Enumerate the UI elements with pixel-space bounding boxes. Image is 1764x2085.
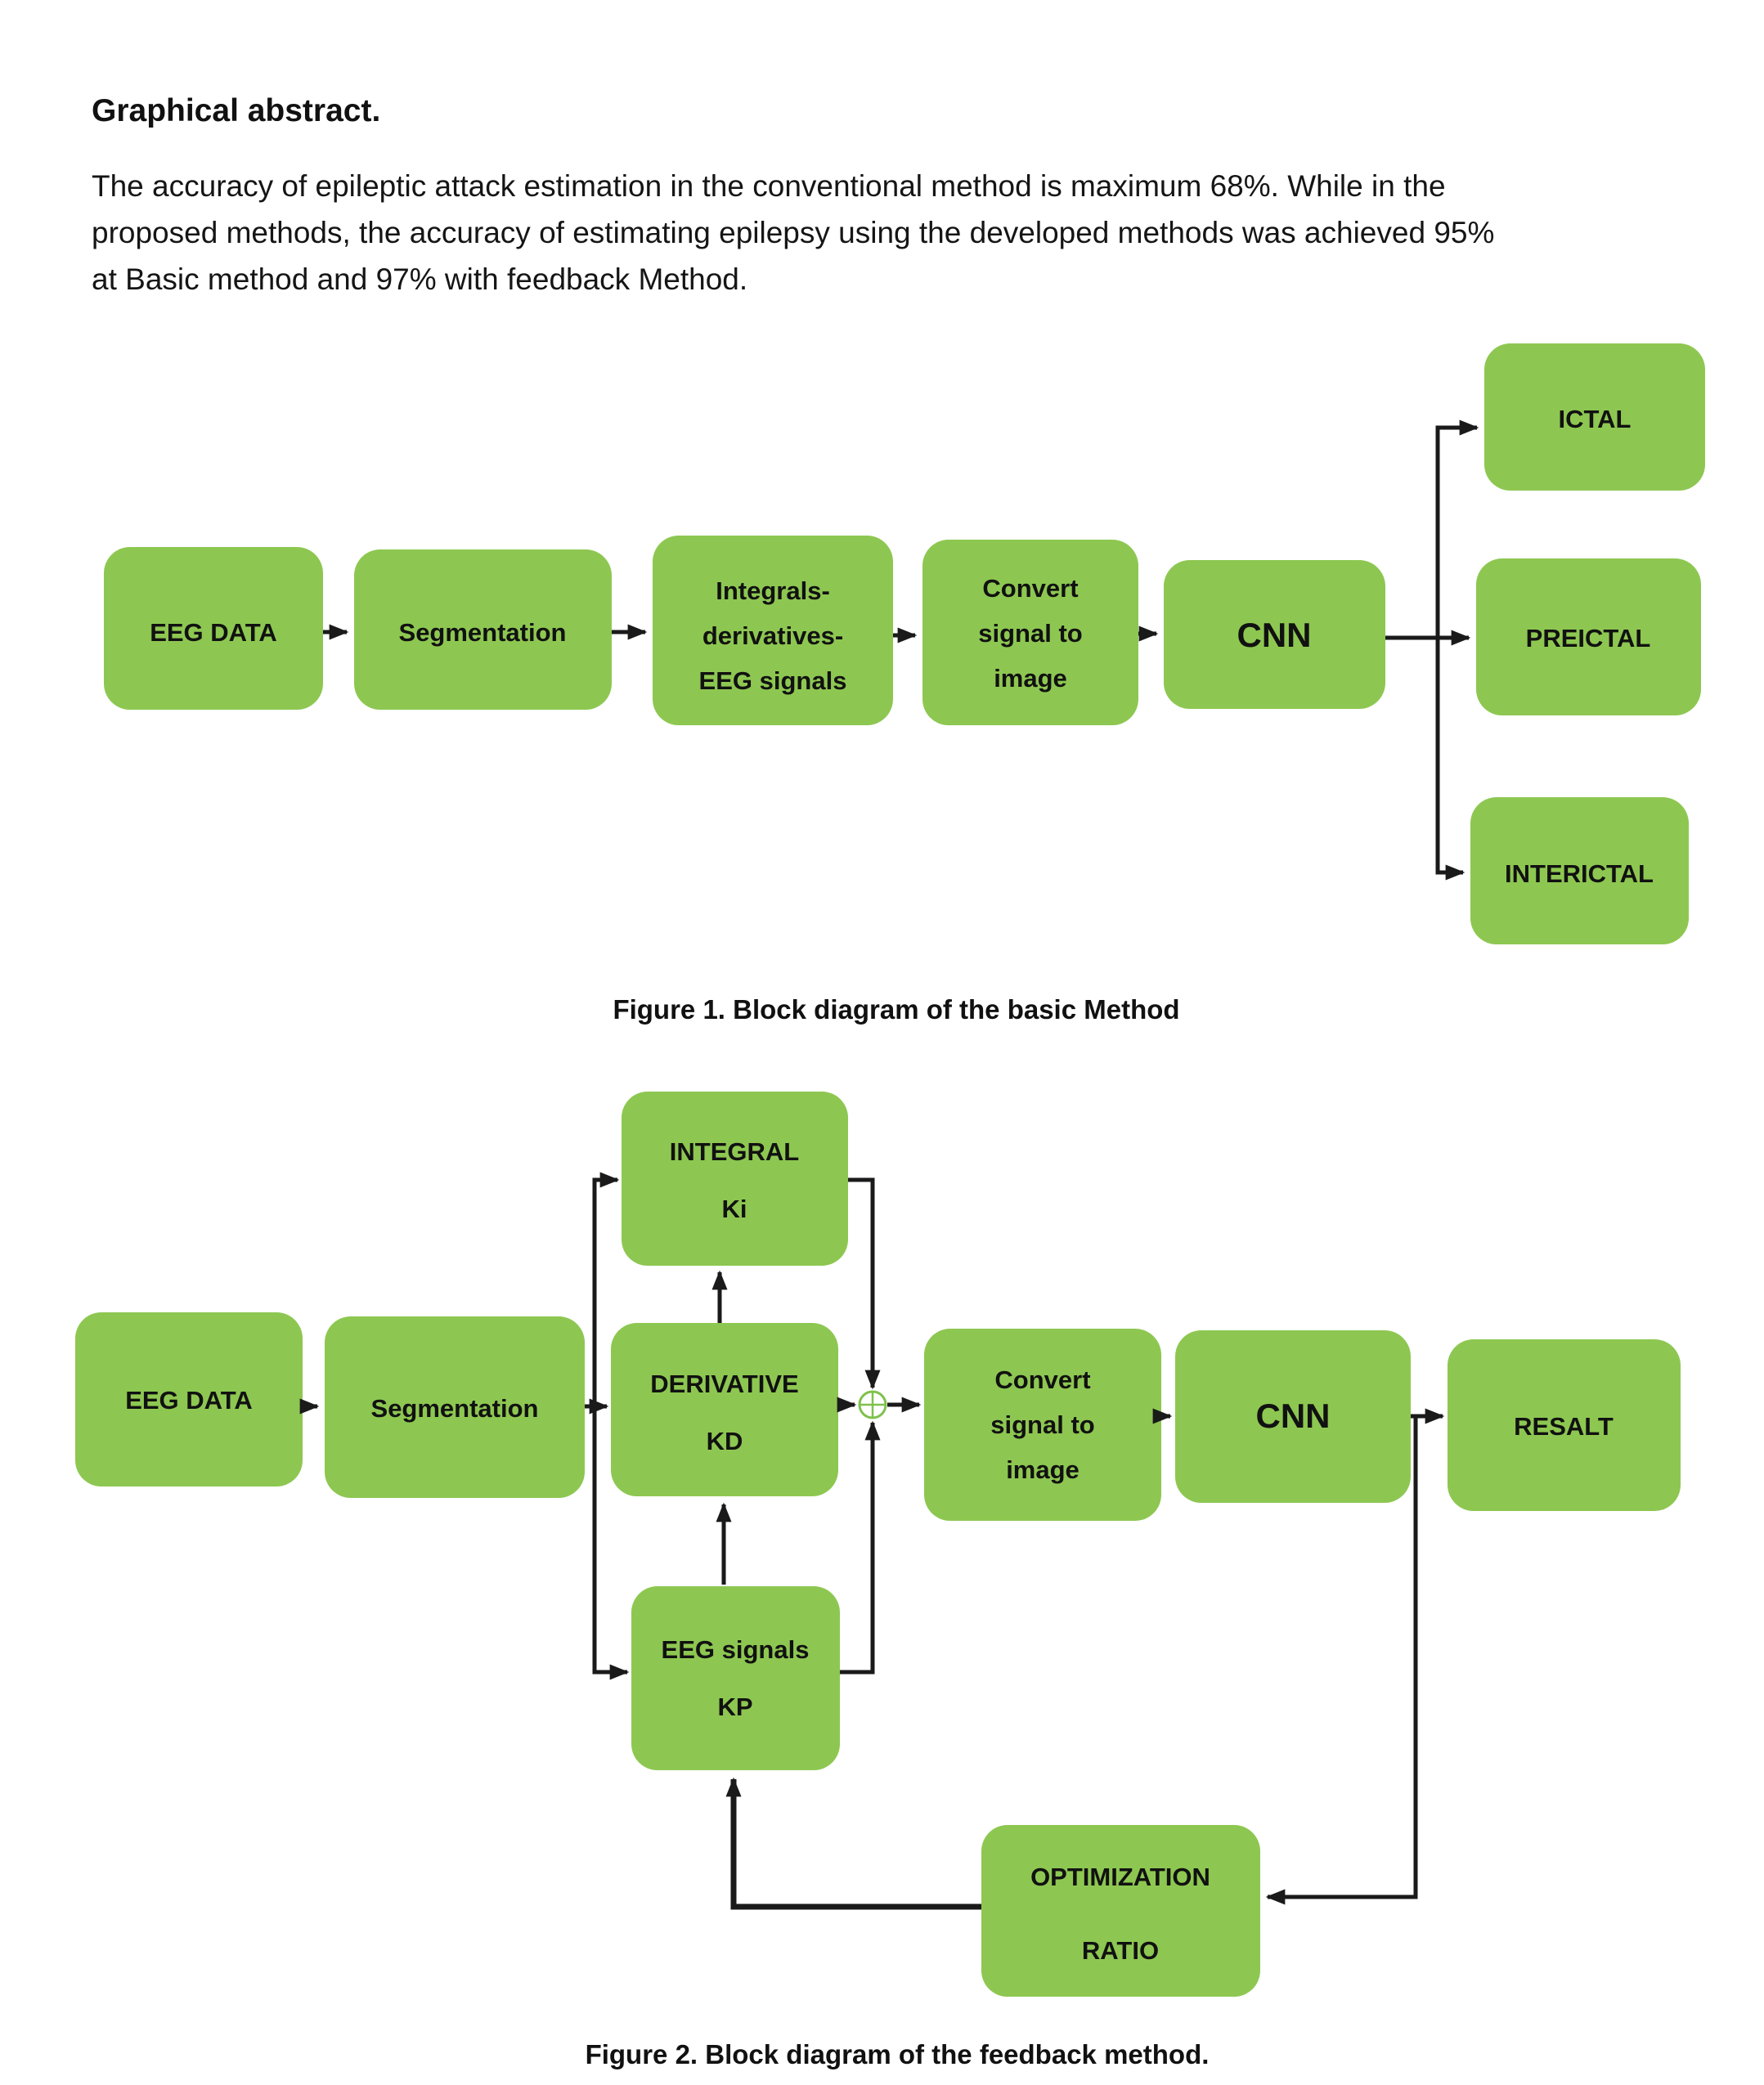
fig2-derivative-label-line1: DERIVATIVE xyxy=(650,1370,799,1398)
fig2-integral-label-line1: INTEGRAL xyxy=(669,1137,800,1166)
fig1-eeg-data-label: EEG DATA xyxy=(150,618,277,647)
fig1-convert-label-line3: image xyxy=(994,664,1067,693)
fig2-optimization-label-line1: OPTIMIZATION xyxy=(1030,1863,1210,1891)
fig2-integral-label-line2: Ki xyxy=(721,1195,747,1223)
fig1-caption: Figure 1. Block diagram of the basic Method xyxy=(613,994,1180,1025)
fig2-feedback-to-kp xyxy=(734,1779,981,1907)
fig1-cnn-label: CNN xyxy=(1237,616,1312,654)
fig2-caption: Figure 2. Block diagram of the feedback method. xyxy=(585,2039,1210,2069)
fig2-eeg-data-label: EEG DATA xyxy=(125,1386,253,1415)
abstract-line-3: at Basic method and 97% with feedback Method. xyxy=(92,262,748,296)
fig1-segmentation-label: Segmentation xyxy=(398,618,567,647)
fig1-interictal-label: INTERICTAL xyxy=(1505,859,1654,888)
fig2-optimization-label-line2: RATIO xyxy=(1081,1936,1160,1965)
fig2-derivative-kd-box xyxy=(611,1323,838,1496)
fig2-integral-ki-box xyxy=(622,1092,848,1266)
fig2-resalt-label: RESALT xyxy=(1514,1412,1614,1441)
fig2-cnn-label: CNN xyxy=(1255,1397,1331,1435)
fig2-eeg-signals-label-line1: EEG signals xyxy=(661,1635,810,1664)
fig1-integrals-label-line2: derivatives- xyxy=(702,621,844,650)
abstract-line-2: proposed methods, the accuracy of estimating epilepsy using the developed methods was achieved 95% xyxy=(92,216,1495,249)
abstract-line-1: The accuracy of epileptic attack estimation in the conventional method is maximum 68%. While in the xyxy=(92,169,1446,203)
fig1-convert-label-line1: Convert xyxy=(982,574,1079,603)
fig1-arrow-branch-to-ictal xyxy=(1438,428,1477,638)
fig2-eeg-signals-label-line2: KP xyxy=(717,1693,753,1721)
fig2-convert-label-line2: signal to xyxy=(990,1410,1095,1439)
fig1-preictal-label: PREICTAL xyxy=(1525,624,1651,652)
fig2-segmentation-label: Segmentation xyxy=(370,1394,539,1423)
page-title: Graphical abstract. xyxy=(92,93,381,128)
fig1-integrals-label-line1: Integrals- xyxy=(716,576,830,605)
fig2-optimization-ratio-box xyxy=(981,1825,1260,1997)
fig2-line-kp-to-junction xyxy=(840,1423,873,1672)
fig1-convert-label-line2: signal to xyxy=(978,619,1083,648)
fig1-arrow-branch-to-interictal xyxy=(1438,638,1463,872)
fig2-convert-label-line1: Convert xyxy=(994,1365,1091,1394)
fig1-integrals-label-line3: EEG signals xyxy=(698,666,847,695)
fig2-line-integral-to-junction xyxy=(848,1180,873,1388)
fig1-ictal-label: ICTAL xyxy=(1558,405,1632,433)
fig2-derivative-label-line2: KD xyxy=(706,1427,743,1455)
fig2-eeg-signals-kp-box xyxy=(631,1586,840,1770)
fig2-convert-label-line3: image xyxy=(1006,1455,1079,1484)
